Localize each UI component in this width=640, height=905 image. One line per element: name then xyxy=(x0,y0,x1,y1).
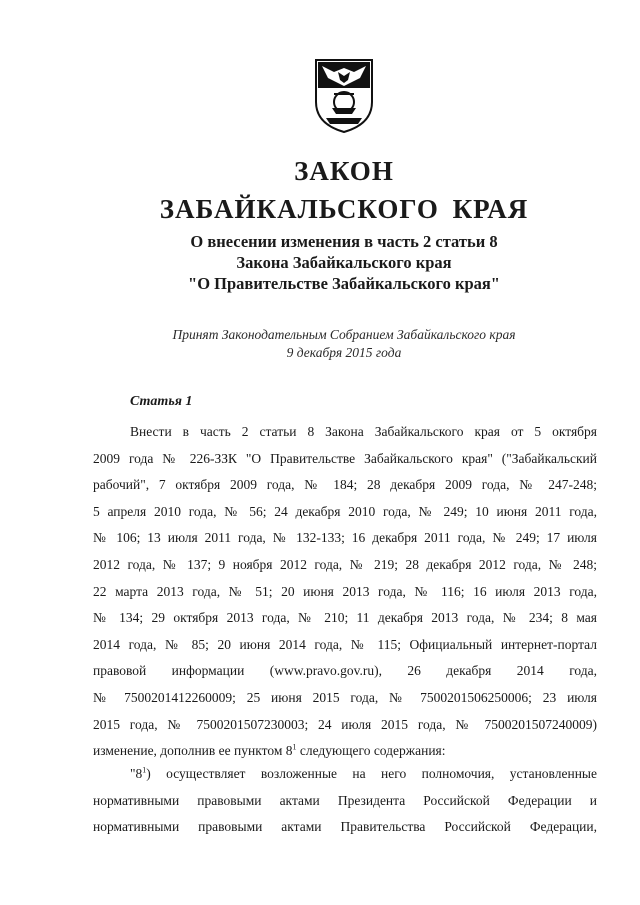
adoption-note xyxy=(24,326,640,362)
adoption-date: 9 декабря 2015 года xyxy=(286,345,402,360)
subtitle-line: О внесении изменения в часть 2 статьи 8 xyxy=(190,232,498,251)
paragraph-line: Внести в часть 2 статьи 8 Закона Забайкальского края от 5 октября xyxy=(130,424,597,439)
paragraph-line: рабочий", 7 октября 2009 года, № 184; 28 декабря 2009 года, № 247-248; xyxy=(93,477,597,493)
subtitle-line: "О Правительстве Забайкальского края" xyxy=(188,274,500,293)
paragraph-text: изменение, дополнив ее пунктом 8 xyxy=(93,743,293,759)
paragraph-line: 2014 года, № 85; 20 июня 2014 года, № 115; Официальный интернет-портал xyxy=(93,636,597,652)
adoption-line: Принят Законодательным Собранием Забайкальского края xyxy=(172,327,516,342)
paragraph-line: 2015 года, № 7500201507230003; 24 июля 2015 года, № 7500201507240009) xyxy=(93,716,597,732)
law-subtitle xyxy=(24,231,640,294)
paragraph-line: № 106; 13 июля 2011 года, № 132-133; 16 декабря 2011 года, № 249; 17 июля xyxy=(93,530,597,546)
paragraph-line: нормативными правовыми актами Президента Российской Федерации и xyxy=(93,792,597,808)
paragraph-line: 22 марта 2013 года, № 51; 20 июня 2013 года, № 116; 16 июля 2013 года, xyxy=(93,583,597,599)
superscript: 1 xyxy=(142,765,147,775)
paragraph-text: следующего содержания: xyxy=(296,743,446,759)
coat-of-arms-icon xyxy=(312,58,376,134)
paragraph-text: ) осуществляет возложенные на него полномочия, установленные xyxy=(146,766,597,781)
law-title-region: ЗАБАЙКАЛЬСКОГО КРАЯ xyxy=(159,194,529,224)
article-paragraph-2 xyxy=(93,761,597,841)
paragraph-line: нормативными правовыми актами Правительства Российской Федерации, xyxy=(93,819,597,835)
paragraph-line: правовой информации (www.pravo.gov.ru), 26 декабря 2014 года, xyxy=(93,663,597,679)
paragraph-line: № 7500201412260009; 25 июня 2015 года, № 7500201506250006; 23 июля xyxy=(93,689,597,705)
subtitle-line: Закона Забайкальского края xyxy=(236,253,452,272)
paragraph-line: 2009 года № 226-ЗЗК "О Правительстве Забайкальского края" ("Забайкальский xyxy=(93,450,597,466)
paragraph-line: 2012 года, № 137; 9 ноября 2012 года, № 219; 28 декабря 2012 года, № 248; xyxy=(93,556,597,572)
article-heading: Статья 1 xyxy=(130,394,193,409)
paragraph-line: № 134; 29 октября 2013 года, № 210; 11 декабря 2013 года, № 234; 8 мая xyxy=(93,610,597,626)
article-paragraph-1 xyxy=(93,419,597,765)
paragraph-line xyxy=(93,761,597,788)
paragraph-text: "8 xyxy=(130,766,143,781)
paragraph-line: 5 апреля 2010 года, № 56; 24 декабря 2010 года, № 249; 10 июня 2011 года, xyxy=(93,503,597,519)
law-title: ЗАКОН xyxy=(294,156,394,186)
superscript: 1 xyxy=(292,742,297,752)
